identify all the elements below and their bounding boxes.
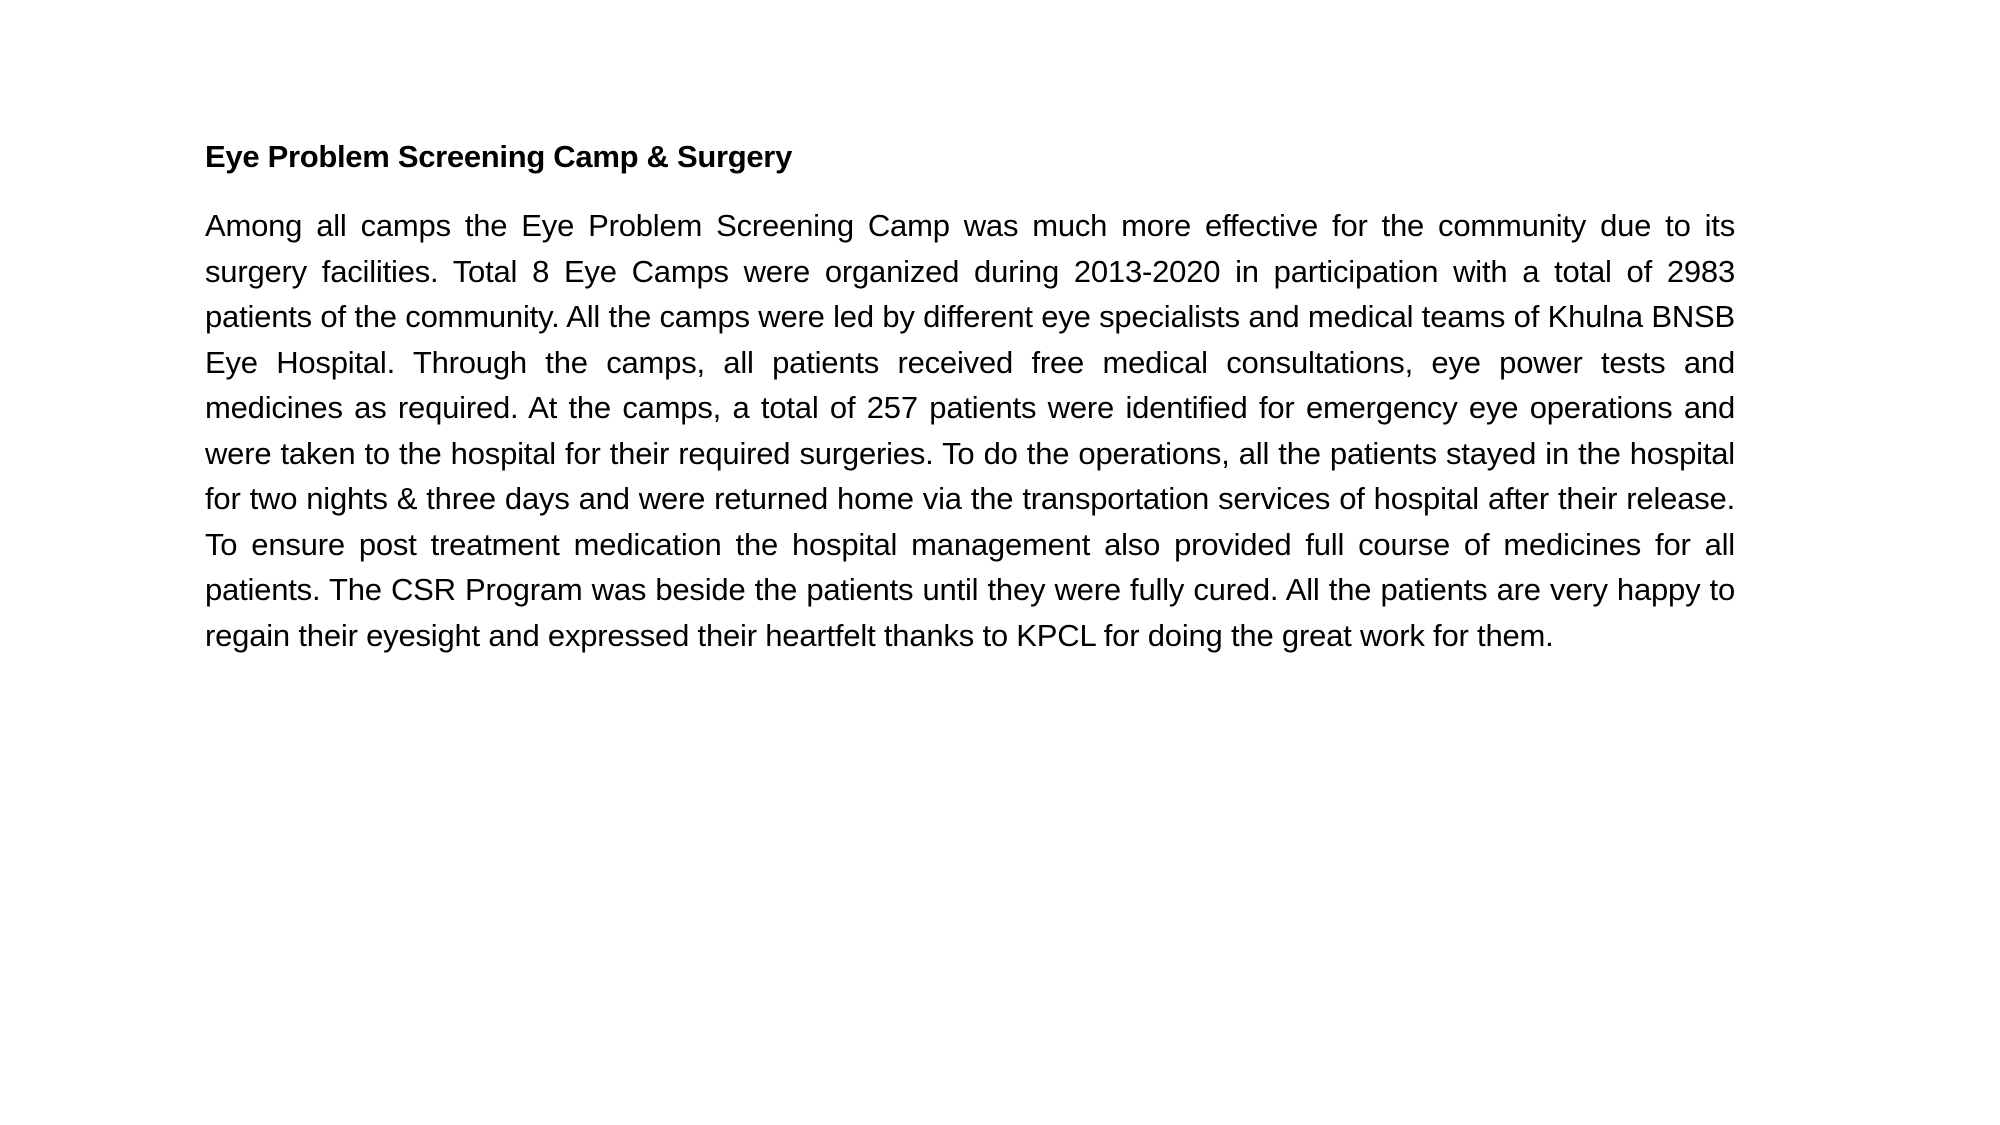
document-content bbox=[205, 135, 1735, 658]
document-title: Eye Problem Screening Camp & Surgery bbox=[205, 139, 793, 174]
document-paragraph: Among all camps the Eye Problem Screening Camp was much more effective for the community due to its surgery facilities. Total 8 Eye Camps were organized during 2013-2020 in participation with a total of 2983 patients of the community. All the camps were led by different eye specialists and medical teams of Khulna BNSB Eye Hospital. Through the camps, all patients received free medical consultations, eye power tests and medicines as required. At the camps, a total of 257 patients were identified for emergency eye operations and were taken to the hospital for their required surgeries. To do the operations, all the patients stayed in the hospital for two nights & three days and were returned home via the transportation services of hospital after their release. To ensure post treatment medication the hospital management also provided full course of medicines for all patients. The CSR Program was beside the patients until they were fully cured. All the patients are very happy to regain their eyesight and expressed their heartfelt thanks to KPCL for doing the great work for them. bbox=[205, 208, 1735, 653]
